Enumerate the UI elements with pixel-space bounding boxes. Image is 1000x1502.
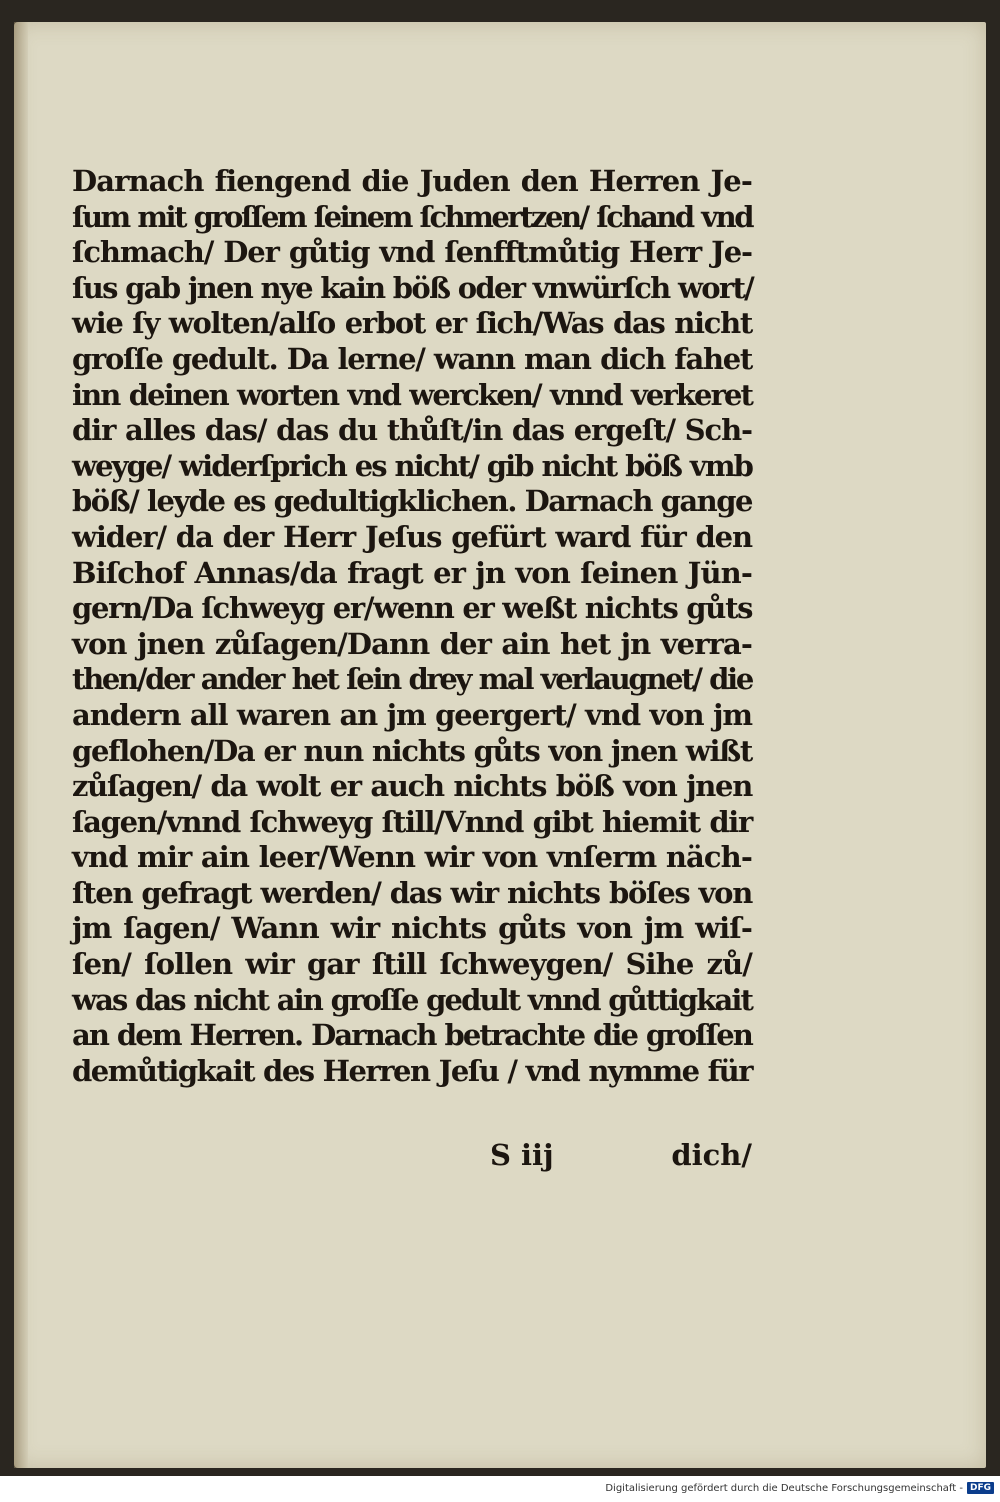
- text-line: von jnen zůſagen/Dann der ain het jn verra-: [72, 626, 752, 661]
- text-line: vnd mir ain leer/Wenn wir von vnſerm näch-: [72, 840, 752, 875]
- text-line: inn deinen worten vnd wercken/ vnnd verkeret: [72, 377, 752, 412]
- text-line: jm ſagen/ Wann wir nichts gůts von jm wiſ-: [72, 911, 752, 946]
- text-line: wider/ da der Herr Jeſus gefürt ward für den: [72, 519, 752, 554]
- digitization-credit: [605, 1482, 994, 1494]
- text-line: ſus gab jnen nye kain böß oder vnwürſch wort/: [72, 270, 754, 305]
- text-line: ſagen/vnnd ſchweyg ſtill/Vnnd gibt hiemit dir: [72, 804, 752, 839]
- text-line: wie ſy wolten/alſo erbot er ſich/Was das nicht: [72, 306, 752, 341]
- page-footer: [72, 1138, 752, 1178]
- text-line: was das nicht ain groſſe gedult vnnd gůttigkait: [72, 982, 752, 1017]
- text-line: gern/Da ſchweyg er/wenn er weßt nichts gůts: [72, 591, 753, 626]
- text-line: dir alles das/ das du thůſt/in das ergeſt/ Sch-: [72, 413, 752, 448]
- text-line: ſum mit groſſem ſeinem ſchmertzen/ ſchand vnd: [72, 199, 752, 234]
- body-text: [72, 164, 752, 1089]
- text-line: andern all waren an jm geergert/ vnd von jm: [72, 697, 752, 732]
- book-page: [14, 22, 986, 1468]
- signature-mark: S iij: [490, 1138, 554, 1172]
- text-line: geflohen/Da er nun nichts gůts von jnen wißt: [72, 733, 752, 768]
- text-line: ſchmach/ Der gůtig vnd ſenfftmůtig Herr Je-: [72, 235, 752, 270]
- text-line: Biſchof Annas/da fragt er jn von ſeinen Jün-: [72, 555, 752, 590]
- credit-text: Digitalisierung gefördert durch die Deutsche Forschungsgemeinschaft -: [605, 1482, 963, 1494]
- text-line: ſen/ ſollen wir gar ſtill ſchweygen/ Sihe zů/: [72, 947, 752, 982]
- text-line: groſſe gedult. Da lerne/ wann man dich fahet: [72, 341, 752, 376]
- text-line: then/der ander het ſein drey mal verlaugnet/ die: [72, 662, 752, 697]
- dfg-logo: DFG: [967, 1482, 994, 1494]
- text-line: demůtigkait des Herren Jeſu / vnd nymme für: [72, 1053, 752, 1088]
- text-line: zůſagen/ da wolt er auch nichts böß von jnen: [72, 769, 752, 804]
- text-line: Darnach fiengend die Juden den Herren Je-: [72, 164, 752, 198]
- catchword: dich/: [671, 1138, 752, 1172]
- text-line: ſten gefragt werden/ das wir nichts böſes von: [72, 875, 752, 910]
- text-line: an dem Herren. Darnach betrachte die groſſen: [72, 1018, 752, 1053]
- text-line: böß/ leyde es gedultigklichen. Darnach gange: [72, 484, 752, 519]
- text-line: weyge/ widerſprich es nicht/ gib nicht böß vmb: [72, 448, 752, 483]
